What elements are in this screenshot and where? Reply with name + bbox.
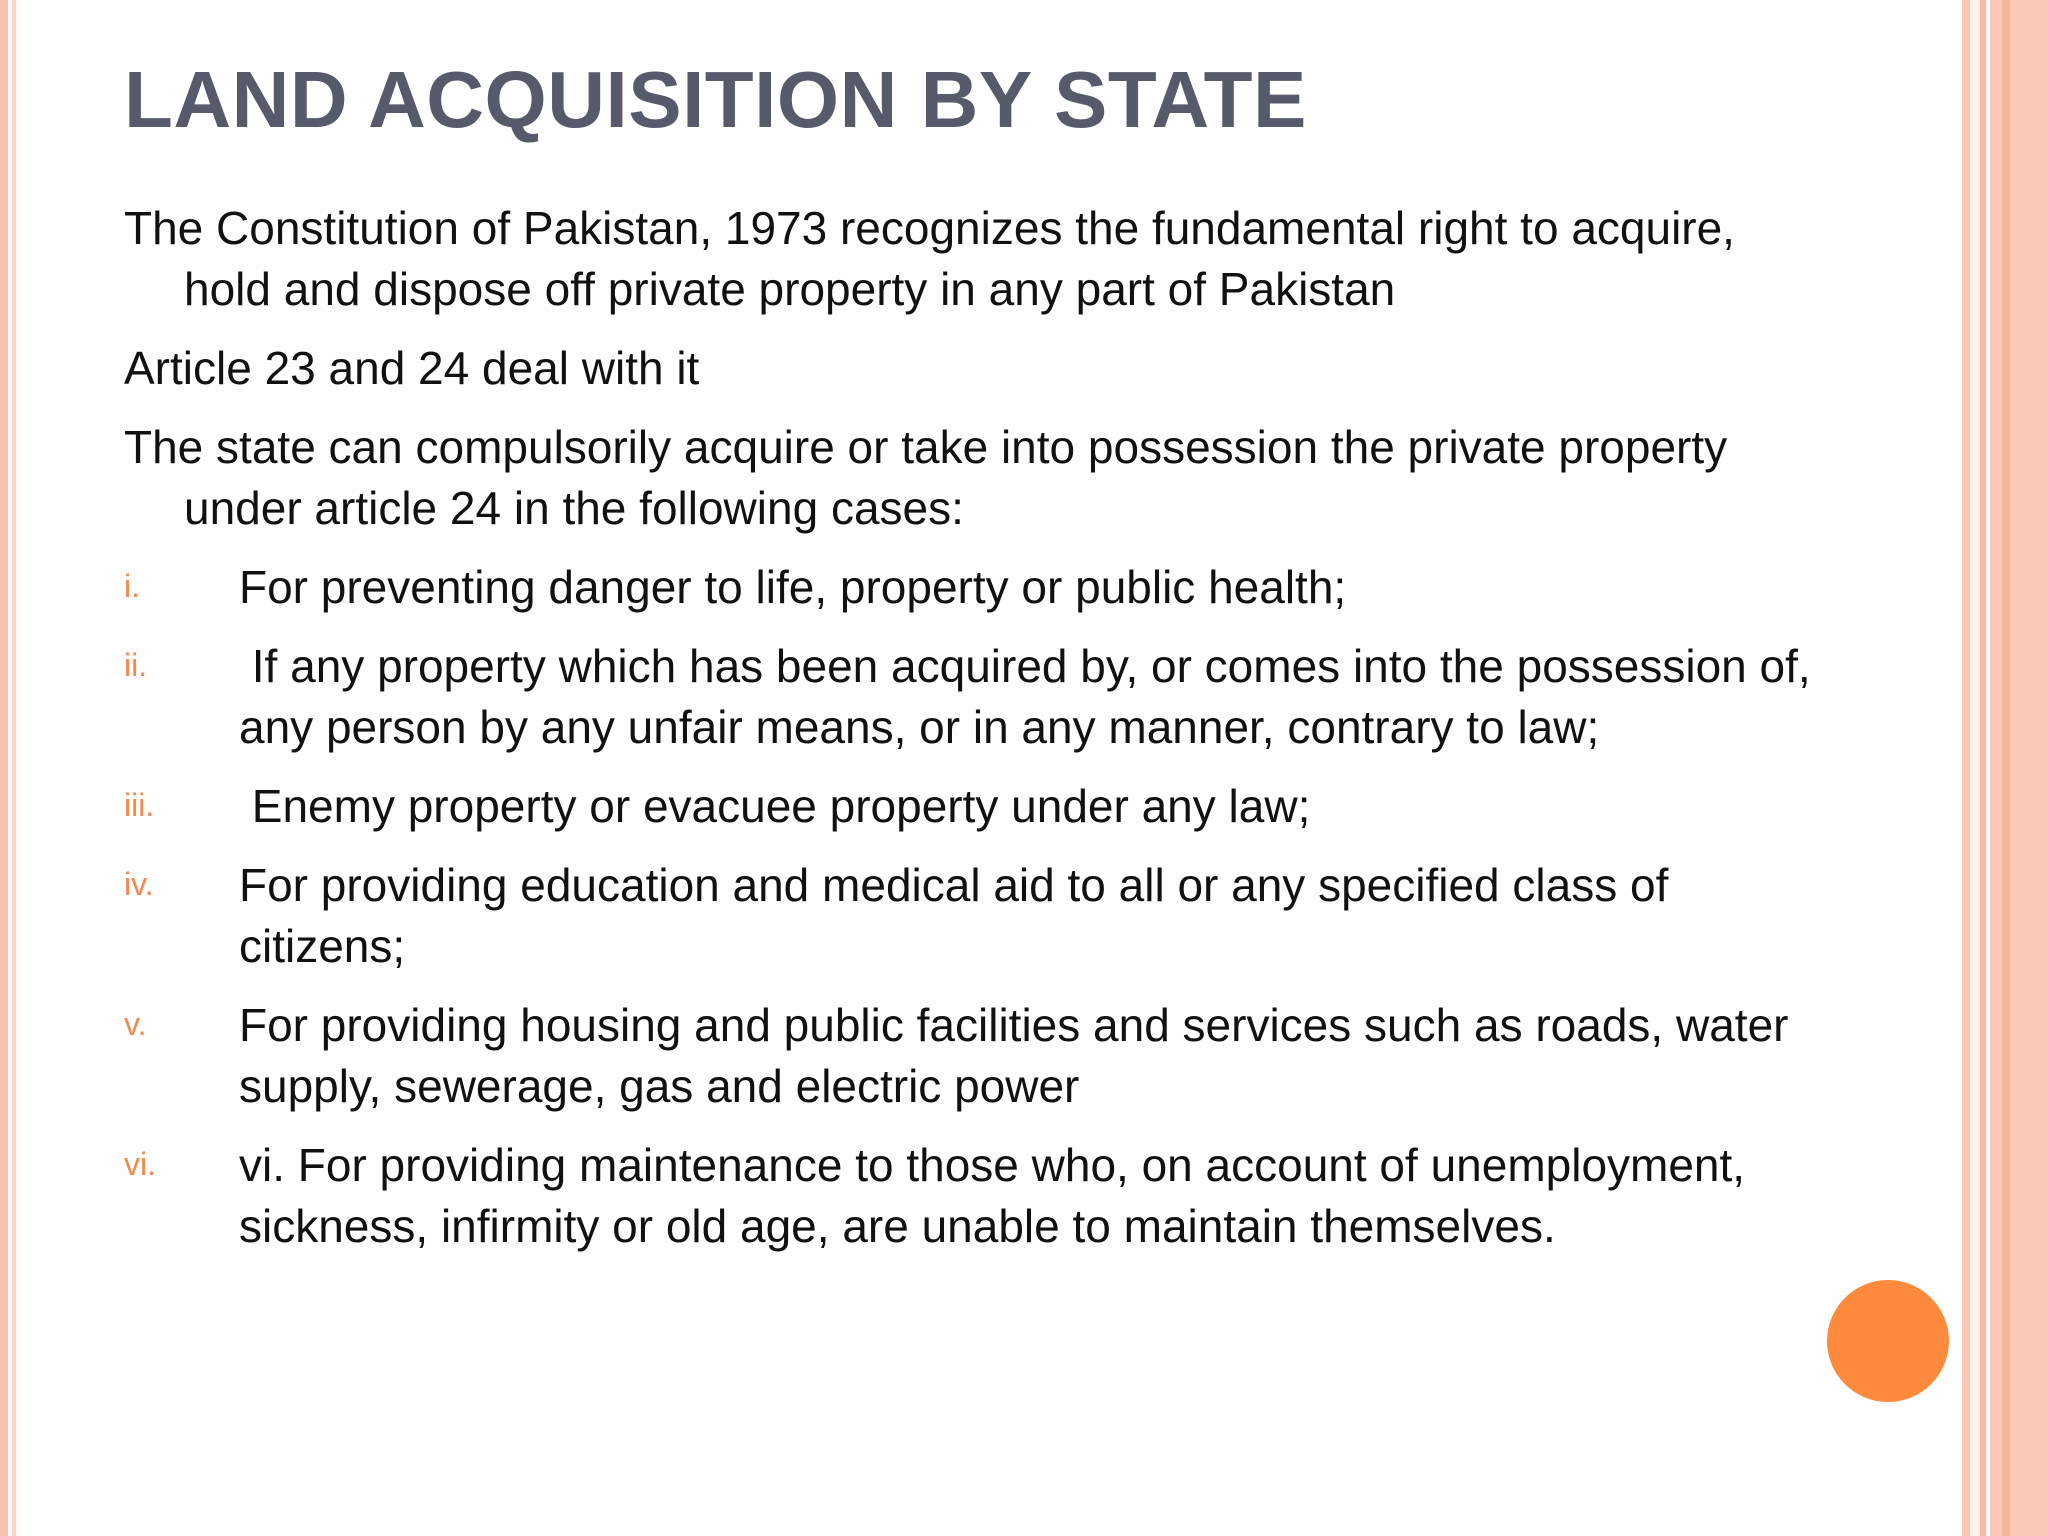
list-marker: i. [124,568,140,604]
list-item-text: If any property which has been acquired by, or comes into the possession of, any person by any unfair means, or in any manner, contrary to law; [239,640,1824,753]
right-border-stripe-outer [2002,0,2010,1536]
list-item-text: For providing housing and public facilities and services such as roads, water supply, sewerage, gas and electric power [239,999,1789,1112]
list-item [124,776,1824,837]
right-border-stripe-thin [1980,0,1986,1536]
paragraph-constitution: The Constitution of Pakistan, 1973 recognizes the fundamental right to acquire, hold and dispose off private property in any part of Pakistan [124,202,1735,315]
list-marker: v. [124,1006,147,1042]
acquisition-cases-list [124,557,1824,1257]
list-marker: vi. [124,1146,156,1182]
decorative-circle [1827,1280,1949,1402]
paragraph-state-acquisition: The state can compulsorily acquire or take into possession the private property under article 24 in the following cases: [124,421,1728,534]
right-border-gap [1970,0,1980,1536]
list-marker: iv. [124,866,154,902]
right-border-stripe [1962,0,1970,1536]
list-item-text: For providing education and medical aid to all or any specified class of citizens; [239,859,1669,972]
left-border-stripe [0,0,8,1536]
list-item [124,557,1824,618]
list-item [124,855,1824,977]
slide-body [124,198,1824,1275]
list-item [124,995,1824,1117]
paragraph-articles: Article 23 and 24 deal with it [124,342,700,394]
right-border-band [1990,0,2048,1536]
list-marker: ii. [124,647,148,683]
left-border-stripe-inner [12,0,16,1536]
list-marker: iii. [124,787,155,823]
slide-title: LAND ACQUISITION BY STATE [124,55,1307,144]
list-item-text: Enemy property or evacuee property under any law; [239,780,1311,832]
list-item-text: vi. For providing maintenance to those who, on account of unemployment, sickness, infirmity or old age, are unable to maintain themselves. [239,1139,1746,1252]
list-item [124,636,1824,758]
list-item-text: For preventing danger to life, property or public health; [239,561,1347,613]
list-item [124,1135,1824,1257]
